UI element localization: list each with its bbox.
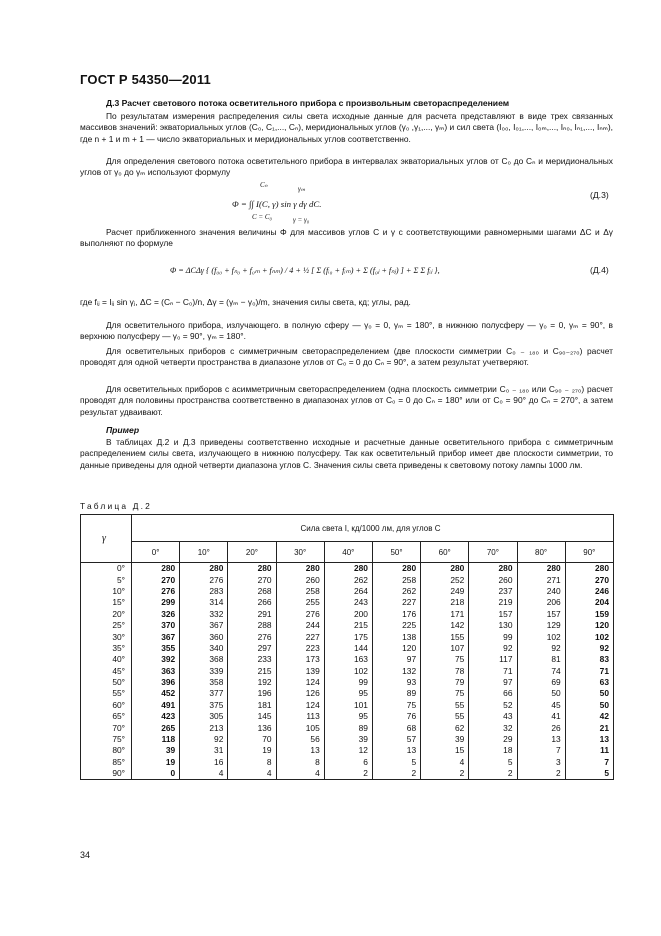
intensity-cell: 258: [372, 574, 420, 585]
paragraph-symmetric: Для осветительных приборов с симметричным светораспределением (две плоскости симметрии C₀ ₋ ₁₈₀ и C₉₀₋₂₇₀) расчет проводят для одной четверти пространства в диапазоне углов от C₀ = 0 до Cₙ = 90°, а затем результат учетверяют.: [80, 346, 613, 368]
intensity-cell: 15: [421, 745, 469, 756]
intensity-span-header: Сила света I, кд/1000 лм, для углов C: [132, 515, 614, 542]
table-row: [81, 631, 614, 642]
intensity-cell: 71: [469, 666, 517, 677]
intensity-cell: 339: [180, 666, 228, 677]
intensity-cell: 262: [372, 586, 420, 597]
intensity-cell: 200: [324, 609, 372, 620]
intensity-cell: 367: [180, 620, 228, 631]
intensity-cell: 280: [324, 563, 372, 575]
intensity-cell: 124: [276, 677, 324, 688]
intensity-cell: 18: [469, 745, 517, 756]
equation-number-d3: (Д.3): [590, 190, 609, 200]
table-row: [81, 757, 614, 768]
intensity-cell: 7: [517, 745, 565, 756]
intensity-cell: 4: [180, 768, 228, 780]
intensity-cell: 215: [228, 666, 276, 677]
table-row: [81, 722, 614, 733]
intensity-cell: 92: [469, 643, 517, 654]
intensity-cell: 243: [324, 597, 372, 608]
intensity-cell: 3: [517, 757, 565, 768]
intensity-cell: 276: [228, 631, 276, 642]
intensity-cell: 288: [228, 620, 276, 631]
intensity-cell: 246: [565, 586, 613, 597]
intensity-cell: 13: [565, 734, 613, 745]
intensity-cell: 176: [372, 609, 420, 620]
intensity-cell: 491: [132, 700, 180, 711]
table-row: [81, 700, 614, 711]
intensity-cell: 276: [180, 574, 228, 585]
intensity-cell: 102: [517, 631, 565, 642]
gamma-cell: 30°: [81, 631, 132, 642]
intensity-cell: 265: [132, 722, 180, 733]
intensity-cell: 2: [517, 768, 565, 780]
intensity-cell: 21: [565, 722, 613, 733]
intensity-cell: 42: [565, 711, 613, 722]
intensity-cell: 280: [421, 563, 469, 575]
gamma-cell: 45°: [81, 666, 132, 677]
intensity-cell: 2: [324, 768, 372, 780]
intensity-cell: 196: [228, 688, 276, 699]
gamma-cell: 70°: [81, 722, 132, 733]
intensity-cell: 89: [372, 688, 420, 699]
paragraph-approx: Расчет приближенного значения величины Φ для массивов углов C и γ с соответствующими равномерными шагами ΔC и Δγ выполняют по формуле: [80, 227, 613, 249]
intensity-cell: 62: [421, 722, 469, 733]
table-row: [81, 574, 614, 585]
intensity-cell: 102: [324, 666, 372, 677]
intensity-cell: 219: [469, 597, 517, 608]
intensity-cell: 130: [469, 620, 517, 631]
intensity-cell: 79: [421, 677, 469, 688]
intensity-cell: 81: [517, 654, 565, 665]
intensity-cell: 75: [421, 688, 469, 699]
intensity-cell: 280: [132, 563, 180, 575]
angle-header: 30°: [276, 542, 324, 563]
gamma-cell: 5°: [81, 574, 132, 585]
intensity-cell: 181: [228, 700, 276, 711]
intensity-cell: 13: [517, 734, 565, 745]
intensity-cell: 45: [517, 700, 565, 711]
intensity-cell: 283: [180, 586, 228, 597]
intensity-cell: 117: [469, 654, 517, 665]
intensity-cell: 363: [132, 666, 180, 677]
intensity-cell: 41: [517, 711, 565, 722]
table-row: [81, 677, 614, 688]
intensity-cell: 6: [324, 757, 372, 768]
intensity-cell: 89: [324, 722, 372, 733]
paragraph-arrays: По результатам измерения распределения силы света исходные данные для расчета представляют в виде трех связанных массивов значений: экваториальных углов (C₀, C₁,..., Cₙ), меридиональных углов (γ₀ ,γ₁,..., γₘ) и сил света (I₀₀, I₀₁,..., I₀ₘ,..., Iₙ₀, Iₙ₁,..., Iₙₘ), где n + 1 и m + 1 — число экваториальных и меридиональных углов соответственно.: [80, 111, 613, 144]
equation-d3: Φ = ∫∫ I(C, γ) sin γ dγ dC.: [232, 199, 322, 209]
gamma-cell: 60°: [81, 700, 132, 711]
intensity-cell: 78: [421, 666, 469, 677]
angle-header: 10°: [180, 542, 228, 563]
gamma-cell: 35°: [81, 643, 132, 654]
intensity-cell: 0: [132, 768, 180, 780]
intensity-cell: 101: [324, 700, 372, 711]
intensity-cell: 270: [565, 574, 613, 585]
angle-header: 60°: [421, 542, 469, 563]
intensity-cell: 423: [132, 711, 180, 722]
intensity-cell: 7: [565, 757, 613, 768]
intensity-cell: 129: [517, 620, 565, 631]
gamma-cell: 40°: [81, 654, 132, 665]
table-caption: Таблица Д.2: [80, 501, 153, 511]
angle-header: 20°: [228, 542, 276, 563]
intensity-cell: 213: [180, 722, 228, 733]
intensity-cell: 159: [565, 609, 613, 620]
intensity-cell: 71: [565, 666, 613, 677]
intensity-cell: 206: [517, 597, 565, 608]
intensity-cell: 271: [517, 574, 565, 585]
intensity-cell: 107: [421, 643, 469, 654]
table-row: [81, 654, 614, 665]
intensity-cell: 452: [132, 688, 180, 699]
intensity-cell: 13: [276, 745, 324, 756]
intensity-cell: 360: [180, 631, 228, 642]
intensity-cell: 157: [469, 609, 517, 620]
intensity-cell: 171: [421, 609, 469, 620]
intensity-cell: 314: [180, 597, 228, 608]
light-intensity-table: [80, 514, 614, 780]
angle-header: 0°: [132, 542, 180, 563]
equation-d4: Φ = ΔCΔγ { (f₀₀ + fₙ₀ + f₀ₘ + fₙₘ) / 4 + ½ [ Σ (fᵢ₀ + fᵢₘ) + Σ (f₀ⱼ + fₙⱼ) ] + Σ Σ fᵢⱼ },: [170, 266, 440, 275]
intensity-cell: 99: [469, 631, 517, 642]
intensity-cell: 97: [469, 677, 517, 688]
paragraph-sphere: Для осветительного прибора, излучающего. в полную сферу — γ₀ = 0, γₘ = 180°, в нижнюю полусферу — γ₀ = 0, γₘ = 90°, в верхнюю полусферу — γ₀ = 90°, γₘ = 180°.: [80, 320, 613, 342]
intensity-cell: 392: [132, 654, 180, 665]
intensity-cell: 145: [228, 711, 276, 722]
intensity-cell: 39: [421, 734, 469, 745]
intensity-cell: 120: [372, 643, 420, 654]
intensity-cell: 8: [228, 757, 276, 768]
intensity-cell: 255: [276, 597, 324, 608]
intensity-cell: 276: [132, 586, 180, 597]
intensity-cell: 102: [565, 631, 613, 642]
table-row: [81, 688, 614, 699]
intensity-cell: 225: [372, 620, 420, 631]
intensity-cell: 11: [565, 745, 613, 756]
intensity-cell: 99: [324, 677, 372, 688]
intensity-cell: 142: [421, 620, 469, 631]
intensity-cell: 155: [421, 631, 469, 642]
intensity-cell: 375: [180, 700, 228, 711]
gamma-cell: 75°: [81, 734, 132, 745]
intensity-cell: 163: [324, 654, 372, 665]
intensity-cell: 95: [324, 688, 372, 699]
intensity-cell: 19: [228, 745, 276, 756]
eq3-upper-g: γₘ: [298, 185, 306, 193]
intensity-cell: 5: [372, 757, 420, 768]
intensity-cell: 139: [276, 666, 324, 677]
document-header: ГОСТ Р 54350—2011: [80, 72, 211, 87]
angle-header: 70°: [469, 542, 517, 563]
intensity-cell: 50: [565, 688, 613, 699]
intensity-cell: 244: [276, 620, 324, 631]
intensity-cell: 240: [517, 586, 565, 597]
intensity-cell: 260: [469, 574, 517, 585]
intensity-cell: 227: [276, 631, 324, 642]
intensity-cell: 136: [228, 722, 276, 733]
intensity-cell: 192: [228, 677, 276, 688]
intensity-cell: 55: [421, 700, 469, 711]
intensity-cell: 237: [469, 586, 517, 597]
equation-number-d4: (Д.4): [590, 265, 609, 275]
eq3-lower-g: γ = γ₀: [293, 216, 310, 224]
intensity-cell: 355: [132, 643, 180, 654]
intensity-cell: 157: [517, 609, 565, 620]
gamma-cell: 15°: [81, 597, 132, 608]
intensity-cell: 367: [132, 631, 180, 642]
intensity-cell: 280: [517, 563, 565, 575]
intensity-cell: 66: [469, 688, 517, 699]
intensity-cell: 2: [469, 768, 517, 780]
intensity-cell: 75: [372, 700, 420, 711]
intensity-cell: 358: [180, 677, 228, 688]
intensity-cell: 297: [228, 643, 276, 654]
intensity-cell: 92: [180, 734, 228, 745]
intensity-cell: 97: [372, 654, 420, 665]
gamma-cell: 90°: [81, 768, 132, 780]
angle-header: 50°: [372, 542, 420, 563]
angle-header: 90°: [565, 542, 613, 563]
intensity-cell: 215: [324, 620, 372, 631]
intensity-cell: 299: [132, 597, 180, 608]
intensity-cell: 270: [132, 574, 180, 585]
eq3-lower-c: C = C₀: [252, 213, 272, 221]
paragraph-asymmetric: Для осветительных приборов с асимметричным светораспределением (одна плоскость симметрии C₀ ₋ ₁₈₀ или C₉₀ ₋ ₂₇₀) расчет проводят для половины пространства соответственно в диапазонах углов от C₀ = 0 до Cₙ = 180° или от C₀ = 90° до Cₙ = 270°, а затем результат удваивают.: [80, 384, 613, 417]
intensity-cell: 280: [565, 563, 613, 575]
intensity-cell: 280: [276, 563, 324, 575]
intensity-cell: 12: [324, 745, 372, 756]
intensity-cell: 332: [180, 609, 228, 620]
intensity-cell: 70: [228, 734, 276, 745]
gamma-cell: 25°: [81, 620, 132, 631]
intensity-cell: 16: [180, 757, 228, 768]
intensity-cell: 227: [372, 597, 420, 608]
angle-header: 80°: [517, 542, 565, 563]
intensity-cell: 4: [421, 757, 469, 768]
intensity-cell: 8: [276, 757, 324, 768]
intensity-cell: 52: [469, 700, 517, 711]
intensity-cell: 50: [565, 700, 613, 711]
intensity-cell: 5: [469, 757, 517, 768]
intensity-cell: 276: [276, 609, 324, 620]
intensity-cell: 370: [132, 620, 180, 631]
intensity-cell: 377: [180, 688, 228, 699]
intensity-cell: 13: [372, 745, 420, 756]
gamma-header: γ: [81, 515, 132, 563]
intensity-cell: 280: [180, 563, 228, 575]
intensity-cell: 74: [517, 666, 565, 677]
intensity-cell: 39: [324, 734, 372, 745]
intensity-cell: 218: [421, 597, 469, 608]
intensity-cell: 175: [324, 631, 372, 642]
example-label: Пример: [106, 425, 140, 435]
intensity-cell: 270: [228, 574, 276, 585]
intensity-cell: 39: [132, 745, 180, 756]
intensity-cell: 223: [276, 643, 324, 654]
paragraph-where: где fᵢⱼ = Iᵢⱼ sin γⱼ, ΔC = (Cₙ − C₀)/n, Δγ = (γₘ − γ₀)/m, значения силы света, кд; углы, рад.: [80, 297, 411, 307]
gamma-cell: 85°: [81, 757, 132, 768]
intensity-cell: 305: [180, 711, 228, 722]
intensity-cell: 55: [421, 711, 469, 722]
intensity-cell: 2: [372, 768, 420, 780]
intensity-cell: 396: [132, 677, 180, 688]
intensity-cell: 83: [565, 654, 613, 665]
intensity-cell: 4: [228, 768, 276, 780]
intensity-cell: 258: [276, 586, 324, 597]
table-row: [81, 666, 614, 677]
intensity-cell: 260: [276, 574, 324, 585]
paragraph-formula-intro: Для определения светового потока осветительного прибора в интервалах экваториальных углов от C₀ до Cₙ и меридиональных углов от γ₀ до γₘ используют формулу: [80, 156, 613, 178]
intensity-cell: 138: [372, 631, 420, 642]
intensity-cell: 2: [421, 768, 469, 780]
intensity-cell: 92: [565, 643, 613, 654]
intensity-cell: 368: [180, 654, 228, 665]
intensity-cell: 105: [276, 722, 324, 733]
intensity-cell: 340: [180, 643, 228, 654]
gamma-cell: 20°: [81, 609, 132, 620]
intensity-cell: 280: [372, 563, 420, 575]
intensity-cell: 280: [469, 563, 517, 575]
intensity-cell: 75: [421, 654, 469, 665]
intensity-cell: 124: [276, 700, 324, 711]
intensity-cell: 29: [469, 734, 517, 745]
gamma-cell: 0°: [81, 563, 132, 575]
intensity-cell: 31: [180, 745, 228, 756]
intensity-cell: 19: [132, 757, 180, 768]
paragraph-example: В таблицах Д.2 и Д.3 приведены соответственно исходные и расчетные данные осветительного прибора с симметричным распределением силы света, излучающего в нижнюю полусферу. Так как осветительный прибор имеет две плоскости симметрии, то данные приведены для одной четверти диапазона углов C. Значения силы света приведены к световому потоку лампы 1000 лм.: [80, 437, 613, 470]
intensity-cell: 291: [228, 609, 276, 620]
intensity-cell: 56: [276, 734, 324, 745]
intensity-cell: 43: [469, 711, 517, 722]
intensity-cell: 5: [565, 768, 613, 780]
intensity-cell: 68: [372, 722, 420, 733]
table-row: [81, 734, 614, 745]
intensity-cell: 93: [372, 677, 420, 688]
table-row: [81, 586, 614, 597]
intensity-cell: 233: [228, 654, 276, 665]
table-row: [81, 711, 614, 722]
gamma-cell: 80°: [81, 745, 132, 756]
table-row: [81, 563, 614, 575]
table-row: [81, 609, 614, 620]
intensity-cell: 57: [372, 734, 420, 745]
intensity-cell: 95: [324, 711, 372, 722]
intensity-cell: 266: [228, 597, 276, 608]
intensity-cell: 118: [132, 734, 180, 745]
intensity-cell: 173: [276, 654, 324, 665]
angle-header: 40°: [324, 542, 372, 563]
intensity-cell: 204: [565, 597, 613, 608]
table-row: [81, 597, 614, 608]
section-title: Д.3 Расчет светового потока осветительного прибора с произвольным светораспределением: [106, 98, 510, 108]
intensity-cell: 132: [372, 666, 420, 677]
intensity-cell: 63: [565, 677, 613, 688]
gamma-cell: 10°: [81, 586, 132, 597]
intensity-cell: 249: [421, 586, 469, 597]
page-number: 34: [80, 850, 91, 860]
gamma-cell: 50°: [81, 677, 132, 688]
intensity-cell: 113: [276, 711, 324, 722]
intensity-cell: 26: [517, 722, 565, 733]
eq3-upper-c: Cₙ: [260, 181, 268, 189]
intensity-cell: 262: [324, 574, 372, 585]
intensity-cell: 268: [228, 586, 276, 597]
intensity-cell: 326: [132, 609, 180, 620]
table-row: [81, 620, 614, 631]
table-row: [81, 745, 614, 756]
gamma-cell: 65°: [81, 711, 132, 722]
intensity-cell: 144: [324, 643, 372, 654]
intensity-cell: 50: [517, 688, 565, 699]
intensity-cell: 76: [372, 711, 420, 722]
gamma-cell: 55°: [81, 688, 132, 699]
intensity-cell: 92: [517, 643, 565, 654]
intensity-cell: 32: [469, 722, 517, 733]
intensity-cell: 264: [324, 586, 372, 597]
intensity-cell: 120: [565, 620, 613, 631]
intensity-cell: 126: [276, 688, 324, 699]
intensity-cell: 69: [517, 677, 565, 688]
intensity-cell: 280: [228, 563, 276, 575]
intensity-cell: 252: [421, 574, 469, 585]
table-row: [81, 768, 614, 780]
table-row: [81, 643, 614, 654]
intensity-cell: 4: [276, 768, 324, 780]
